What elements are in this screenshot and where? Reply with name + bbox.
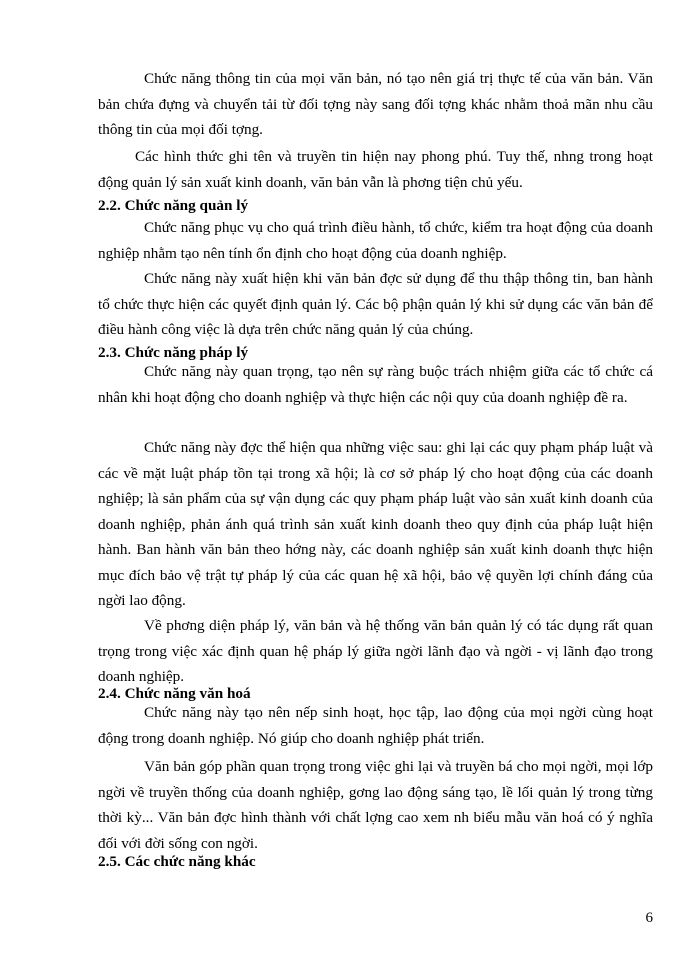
page-number: 6 <box>645 910 653 926</box>
paragraph-culture-tradition: Văn bản góp phần quan trọng trong việc ghi lại và truyền bá cho mọi ngời, mọi lớp ngời về truyền thống của doanh nghiệp, gơng lao động sáng tạo, lề lối quản lý trong từng thời kỳ... Văn bản đợc hình thành với chất lợng cao xem nh biểu mẫu văn hoá có ý nghĩa đối với đời sống con ngời. <box>98 758 653 852</box>
paragraph-information-function: Chức năng thông tin của mọi văn bản, nó tạo nên giá trị thực tế của văn bản. Văn bản chứa đựng và chuyển tải từ đối tợng này sang đối tợng khác nhằm thoả mãn nhu cầu thông tin của mọi đối tợng. <box>98 70 653 138</box>
section-heading-2-4: 2.4. Chức năng văn hoá <box>98 685 251 702</box>
paragraph-forms-of-information: Các hình thức ghi tên và truyền tin hiện nay phong phú. Tuy thế, nhng trong hoạt động quản lý sản xuất kinh doanh, văn bản vẫn là phơng tiện chủ yếu. <box>98 148 653 191</box>
section-heading-2-3: 2.3. Chức năng pháp lý <box>98 344 249 361</box>
paragraph-legal-importance: Chức năng này quan trọng, tạo nên sự ràng buộc trách nhiệm giữa các tổ chức cá nhân khi hoạt động cho doanh nghiệp và thực hiện các nội quy của doanh nghiệp đề ra. <box>98 363 653 406</box>
paragraph-management-service: Chức năng phục vụ cho quá trình điều hành, tổ chức, kiểm tra hoạt động của doanh nghiệp nhằm tạo nên tính ổn định cho hoạt động của doanh nghiệp. <box>98 219 653 262</box>
section-heading-2-2: 2.2. Chức năng quản lý <box>98 197 249 214</box>
paragraph-management-appearance: Chức năng này xuất hiện khi văn bản đợc sử dụng để thu thập thông tin, ban hành tổ chức thực hiện các quyết định quản lý. Các bộ phận quản lý khi sử dụng các văn bản để điều hành công việc là dựa trên chức năng quản lý của chúng. <box>98 270 653 338</box>
paragraph-legal-manifestation: Chức năng này đợc thể hiện qua những việc sau: ghi lại các quy phạm pháp luật và các về mặt luật pháp tồn tại trong xã hội; là cơ sở pháp lý cho hoạt động của các doanh nghiệp; là sản phẩm của sự vận dụng các quy phạm pháp luật vào sản xuất kinh doanh của doanh nghiệp, phản ánh quá trình sản xuất kinh doanh theo quy định của pháp luật hiện hành. Ban hành văn bản theo hớng này, các doanh nghiệp sản xuất kinh doanh thực hiện mục đích bảo vệ trật tự pháp lý của các quan hệ xã hội, bảo vệ quyền lợi chính đáng của ngời lao động. <box>98 439 653 609</box>
paragraph-legal-aspect: Về phơng diện pháp lý, văn bản và hệ thống văn bản quản lý có tác dụng rất quan trọng trong việc xác định quan hệ pháp lý giữa ngời lãnh đạo và ngời - vị lãnh đạo trong doanh nghiệp. <box>98 617 653 685</box>
section-heading-2-5: 2.5. Các chức năng khác <box>98 853 256 870</box>
paragraph-culture-routine: Chức năng này tạo nên nếp sinh hoạt, học tập, lao động của mọi ngời cùng hoạt động trong doanh nghiệp. Nó giúp cho doanh nghiệp phát triển. <box>98 704 653 747</box>
